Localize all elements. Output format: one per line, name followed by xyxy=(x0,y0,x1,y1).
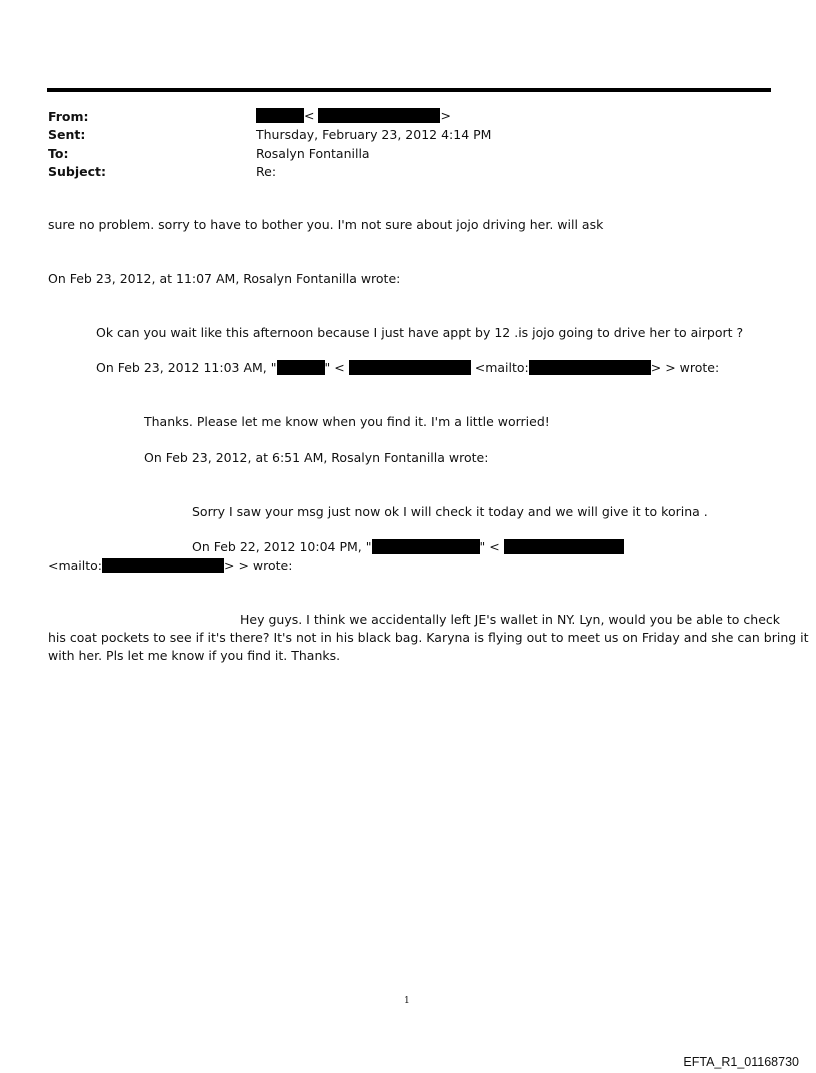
subject-value: Re: xyxy=(256,164,277,179)
attribution-mailto: <mailto: xyxy=(474,360,529,375)
redaction-box xyxy=(349,360,471,375)
quote3-text: Sorry I saw your msg just now ok I will check it today and we will give it to korina . xyxy=(192,504,708,519)
attribution-prefix: On Feb 23, 2012 11:03 AM, " xyxy=(96,360,277,375)
quote3-attribution: On Feb 23, 2012, at 6:51 AM, Rosalyn Fontanilla wrote: xyxy=(144,450,489,465)
redaction-box xyxy=(102,558,224,573)
quote1-text: Ok can you wait like this afternoon because I just have appt by 12 .is jojo going to drive her to airport ? xyxy=(96,325,744,340)
from-gt: > xyxy=(440,108,451,123)
redaction-box xyxy=(318,108,440,123)
sent-label: Sent: xyxy=(48,127,86,142)
to-label: To: xyxy=(48,146,69,161)
subject-label: Subject: xyxy=(48,164,106,179)
from-value xyxy=(256,108,451,123)
to-value: Rosalyn Fontanilla xyxy=(256,146,370,161)
header-rule xyxy=(47,88,771,92)
attribution-mailto: <mailto: xyxy=(48,558,103,573)
redaction-box xyxy=(529,360,651,375)
quote4-attribution-cont xyxy=(48,558,292,573)
quote2-attribution xyxy=(96,360,719,375)
page-number: 1 xyxy=(404,996,410,1006)
sent-value: Thursday, February 23, 2012 4:14 PM xyxy=(256,127,492,142)
redaction-box xyxy=(504,539,624,554)
redaction-box xyxy=(256,108,304,123)
quote4-line2: his coat pockets to see if it's there? It's not in his black bag. Karyna is flying out to meet us on Friday and she can bring it xyxy=(48,630,809,645)
quote4-line1: Hey guys. I think we accidentally left JE's wallet in NY. Lyn, would you be able to check xyxy=(240,612,780,627)
quote4-line3: with her. Pls let me know if you find it. Thanks. xyxy=(48,648,341,663)
quote4-attribution xyxy=(192,539,624,554)
document-id: EFTA_R1_01168730 xyxy=(683,1055,799,1069)
quote1-attribution: On Feb 23, 2012, at 11:07 AM, Rosalyn Fontanilla wrote: xyxy=(48,271,401,286)
redaction-box xyxy=(277,360,325,375)
attribution-suffix: > > wrote: xyxy=(224,558,293,573)
attribution-suffix: > > wrote: xyxy=(650,360,720,375)
reply-text: sure no problem. sorry to have to bother you. I'm not sure about jojo driving her. will ask xyxy=(48,217,604,232)
attribution-sep: " < xyxy=(479,539,500,554)
from-label: From: xyxy=(48,109,89,124)
quote2-text: Thanks. Please let me know when you find it. I'm a little worried! xyxy=(144,414,550,429)
attribution-prefix: On Feb 22, 2012 10:04 PM, " xyxy=(192,539,372,554)
redaction-box xyxy=(372,539,480,554)
attribution-sep: " < xyxy=(324,360,345,375)
from-lt: < xyxy=(304,108,315,123)
